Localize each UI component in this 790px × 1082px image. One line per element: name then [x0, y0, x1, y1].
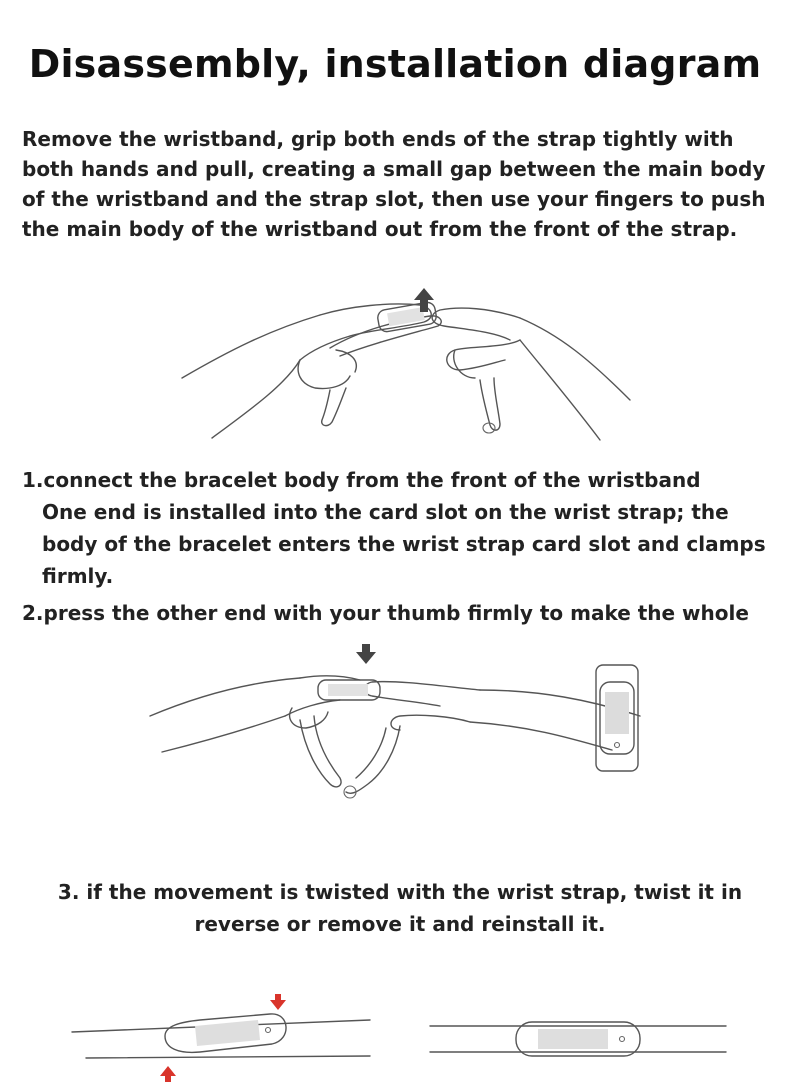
step-1-heading: 1.connect the bracelet body from the front of the wristband — [22, 468, 701, 492]
step-2-instructions: 2.press the other end with your thumb firmly to make the whole — [22, 601, 749, 625]
page-title: Disassembly, installation diagram — [28, 42, 762, 86]
disassembly-instructions: Remove the wristband, grip both ends of the strap tightly with both hands and pull, creating a small gap between the main body of the wristband and the strap slot, then use your fingers to push the main body of the wristband out from the front of the strap. — [22, 127, 766, 241]
removal-illustration — [182, 288, 630, 440]
step-3-instructions: 3. if the movement is twisted with the wrist strap, twist it in reverse or remove it and reinstall it. — [57, 880, 743, 936]
installation-illustration — [150, 644, 640, 798]
band-front-view — [596, 665, 638, 771]
twisted-band-illustration — [72, 994, 726, 1082]
step-1-detail: One end is installed into the card slot on the wrist strap; the body of the bracelet enters the wrist strap card slot and clamps firmly. — [42, 500, 766, 588]
